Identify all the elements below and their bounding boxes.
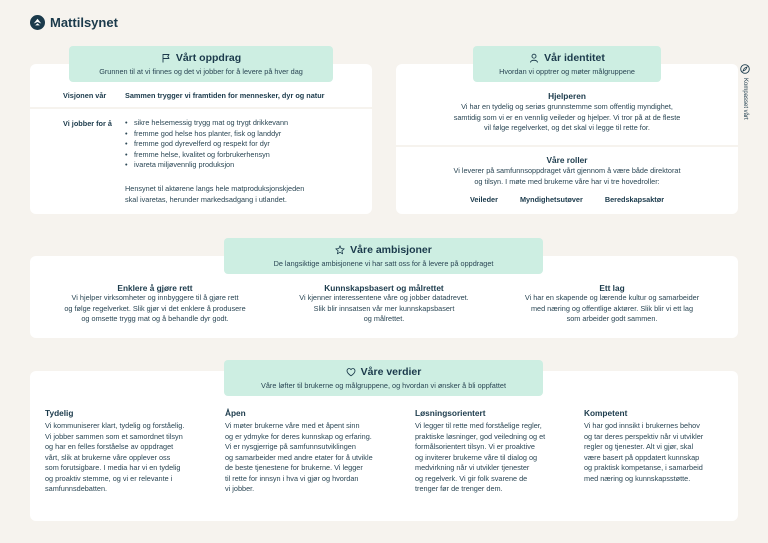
value-text <box>45 421 220 495</box>
oppdrag-note-line: skal ivaretas, herunder markedsadgang i utlandet. <box>125 194 287 204</box>
ambition-item <box>269 283 499 325</box>
value-title: Tydelig <box>45 408 74 418</box>
roles-block <box>396 155 738 204</box>
verdier-title: Våre verdier <box>360 366 422 378</box>
roles-title: Våre roller <box>546 155 588 165</box>
helper-line: samtidig som vi er en vennlig veileder og hjelper. Vi tror på at de fleste <box>453 112 681 122</box>
value-text <box>584 421 734 484</box>
value-line: som forutsigbare. I media har vi en tydelig <box>45 463 181 472</box>
ambisjoner-title: Våre ambisjoner <box>350 244 432 256</box>
work-label: Vi jobber for å <box>63 119 112 128</box>
value-line: de beste tjenestene for brukerne. Vi legger <box>225 463 363 472</box>
brand-name: Mattilsynet <box>50 15 118 30</box>
value-text <box>415 421 590 495</box>
role-item: Beredskapsaktør <box>604 195 665 204</box>
star-icon <box>335 245 345 255</box>
value-line: vi jobber. <box>225 484 255 493</box>
value-title: Åpen <box>225 408 246 418</box>
value-title: Kompetent <box>584 408 628 418</box>
identitet-divider <box>396 145 738 147</box>
value-line: med næring og kunnskapsstøtte. <box>584 473 691 483</box>
identitet-subtitle: Hvordan vi opptrer og møter målgruppene <box>499 67 635 76</box>
value-line: Vi legger til rette med forståelige regler, <box>415 421 542 430</box>
work-item: • sikre helsemessig trygg mat og trygt drikkevann <box>125 118 288 129</box>
value-item <box>225 408 400 495</box>
ambition-line: Vi har en skapende og lærende kultur og samarbeider <box>524 293 700 302</box>
value-line: vårt, slik at brukerne våre opplever oss <box>45 452 171 462</box>
ambition-line: Vi hjelper virksomheter og innbyggere til å gjøre rett <box>71 293 239 302</box>
oppdrag-divider <box>30 107 372 109</box>
oppdrag-subtitle: Grunnen til at vi finnes og det vi jobber for å levere på hver dag <box>99 67 303 76</box>
oppdrag-title: Vårt oppdrag <box>175 52 242 64</box>
verdier-tab <box>224 360 543 396</box>
roles-line: Vi leverer på samfunnsoppdraget vårt gjennom å være både direktorat <box>453 166 681 175</box>
value-line: og samarbeider med andre etater for å utvikle <box>225 452 373 462</box>
value-line: trenger før de trenger dem. <box>415 484 503 493</box>
value-line: og regelverk. Vi gir folk svarene de <box>415 473 528 483</box>
value-line: samfunnsdebatten. <box>45 484 108 493</box>
ambition-line: Slik blir innsatsen vår mer kunnskapsbasert <box>313 303 455 313</box>
ambition-title: Kunnskapsbasert og målrettet <box>324 283 444 293</box>
helper-line: vil følge regelverket, og det skal vi legge til rette for. <box>484 123 650 132</box>
value-text <box>225 421 400 495</box>
value-line: og inviterer brukerne våre til dialog og <box>415 452 538 462</box>
oppdrag-note <box>125 184 304 205</box>
helper-title: Hjelperen <box>548 91 586 101</box>
value-line: og tar deres perspektiv når vi utvikler <box>584 431 704 441</box>
value-line: være basert på oppdatert kunnskap <box>584 452 700 462</box>
vision-label: Visjonen vår <box>63 91 107 100</box>
value-title: Løsningsorientert <box>415 408 486 418</box>
ambition-line: Vi kjenner interessentene våre og jobber datadrevet. <box>299 293 469 302</box>
value-line: formålsorientert tilsyn. Vi er proaktive <box>415 442 535 451</box>
value-line: og er ydmyke for deres kunnskap og erfaring. <box>225 431 372 441</box>
work-item: • fremme god dyrevelferd og respekt for dyr <box>125 139 288 150</box>
value-line: Vi kommuniserer klart, tydelig og forståelig. <box>45 421 185 430</box>
oppdrag-note-line: Hensynet til aktørene langs hele matproduksjonskjeden <box>125 184 305 193</box>
value-item <box>45 408 220 495</box>
compass-icon <box>740 64 750 74</box>
ambition-item <box>497 283 727 325</box>
ambition-line: som arbeider godt sammen. <box>566 314 658 323</box>
value-line: og praktisk kompetanse, i samarbeid <box>584 463 703 472</box>
ambisjoner-tab <box>224 238 543 274</box>
value-item <box>584 408 734 484</box>
ambition-line: og målrettet. <box>363 314 405 323</box>
work-item: • fremme helse, kvalitet og forbrukerhensyn <box>125 150 288 161</box>
person-icon <box>529 53 539 63</box>
value-line: til rette for innsyn i hva vi gjør og hvordan <box>225 473 359 483</box>
value-line: og proaktiv stemme, og vi er relevante i <box>45 473 173 483</box>
ambition-title: Enklere å gjøre rett <box>117 283 193 293</box>
logo-icon <box>30 15 45 30</box>
ambition-text <box>269 293 499 325</box>
roles-text <box>396 166 738 187</box>
identitet-tab <box>473 46 661 82</box>
work-item: • ivareta miljøvennlig produksjon <box>125 160 288 171</box>
value-line: praktiske løsninger, god veiledning og et <box>415 431 546 441</box>
helper-block <box>396 91 738 134</box>
ambisjoner-subtitle: De langsiktige ambisjonene vi har satt oss for å levere på oppdraget <box>273 259 494 268</box>
ambition-line: og omsette trygg mat og å behandle dyr godt. <box>81 314 229 323</box>
value-line: Vi jobber sammen som et samordnet tilsyn <box>45 431 183 441</box>
value-line: medvirkning når vi utvikler tjenester <box>415 463 530 472</box>
role-item: Myndighetsutøver <box>519 195 583 204</box>
oppdrag-tab <box>69 46 333 82</box>
flag-icon <box>161 53 171 63</box>
value-line: og har en felles forståelse av oppdraget <box>45 442 174 451</box>
ambition-title: Ett lag <box>599 283 625 293</box>
roles-list <box>396 195 738 204</box>
ambition-item <box>40 283 270 325</box>
role-item: Veileder <box>469 195 498 204</box>
heart-icon <box>346 367 356 377</box>
work-list <box>125 118 288 171</box>
value-line: Vi er nysgjerrige på samfunnsutviklingen <box>225 442 356 451</box>
helper-line: Vi har en tydelig og seriøs grunnstemme som offentlig myndighet, <box>461 102 673 111</box>
ambition-line: og følge regelverket. Slik gjør vi det enklere å produsere <box>64 303 246 313</box>
ambition-line: med næring og offentlige aktører. Slik blir vi ett lag <box>530 303 694 313</box>
brand-logo[interactable] <box>30 15 118 30</box>
identitet-title: Vår identitet <box>544 52 605 64</box>
value-line: Vi har god innsikt i brukernes behov <box>584 421 700 430</box>
value-item <box>415 408 590 495</box>
vision-text: Sammen trygger vi framtiden for mennesker, dyr og natur <box>125 91 325 100</box>
verdier-subtitle: Våre løfter til brukerne og målgruppene, og hvordan vi ønsker å bli oppfattet <box>261 381 506 390</box>
side-tab[interactable] <box>740 64 750 120</box>
ambition-text <box>40 293 270 325</box>
work-item: • fremme god helse hos planter, fisk og landdyr <box>125 129 288 140</box>
helper-text <box>396 102 738 134</box>
value-line: regler og tjenester. Alt vi gjør, skal <box>584 442 694 451</box>
ambition-text <box>497 293 727 325</box>
side-tab-label: Kompasset vårt <box>742 78 748 120</box>
value-line: Vi møter brukerne våre med et åpent sinn <box>225 421 360 430</box>
roles-line: og tilsyn. I møte med brukerne våre har vi tre hovedroller: <box>474 176 660 186</box>
